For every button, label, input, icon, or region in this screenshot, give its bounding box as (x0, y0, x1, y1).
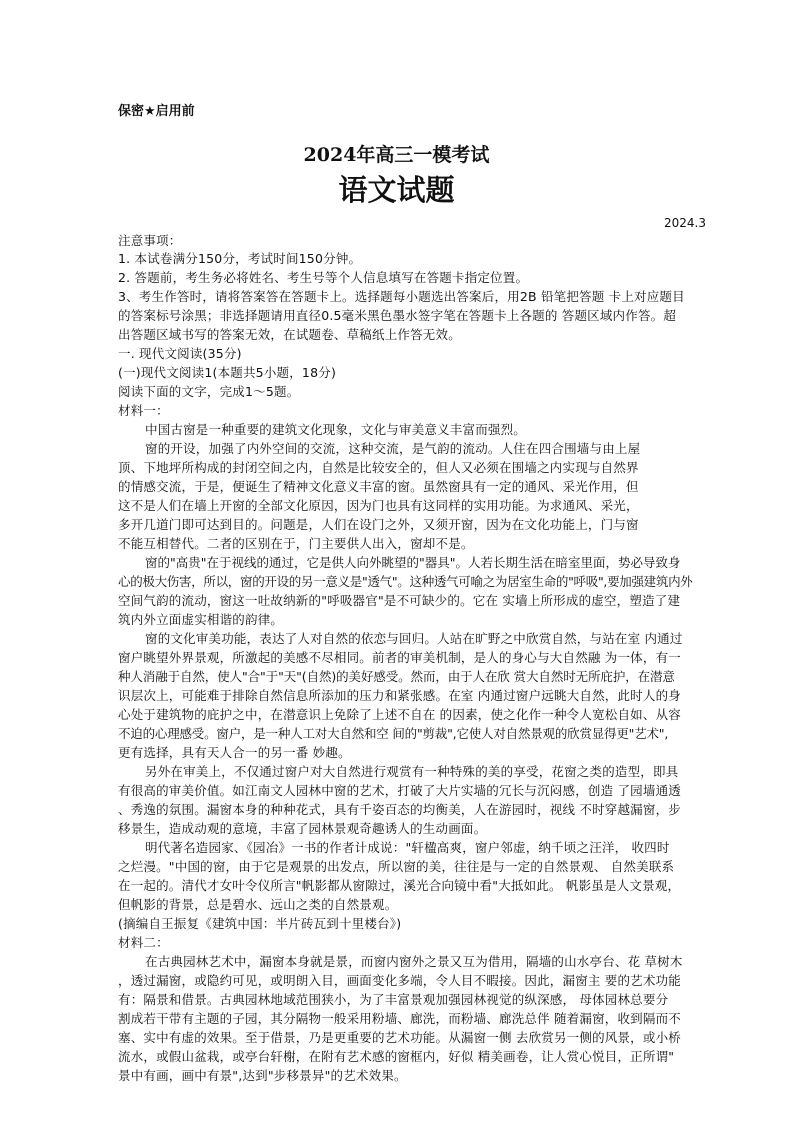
text-line: 中国古窗是一种重要的建筑文化现象，文化与审美意义丰富而强烈。 (145, 422, 527, 437)
text-line: 窗户眺望外界景观，所激起的美感不尽相同。前者的审美机制，是人的身心与大自然融 为一体，有一 (118, 650, 681, 665)
text-line: 更有选择，具有天人合一的另一番 妙趣。 (118, 745, 351, 760)
text-line: 明代著名造园家、《园冶》一书的作者计成说："轩楹高爽，窗户邻虚，纳千顷之汪洋， 收四时 (145, 840, 670, 855)
text-line: 另外在审美上，不仅通过窗户对大自然进行观赏有一种特殊的美的享受，花窗之类的造型，即具 (145, 764, 679, 779)
source-citation: (摘编自王振复《建筑中国：半片砖瓦到十里楼台》) (118, 916, 402, 931)
text-line: 流水，或假山盆栽，或亭台轩榭，在附有艺术感的窗框内，好似 精美画卷，让人赏心悦目，正所谓" (118, 1049, 675, 1064)
notice-item: 3、考生作答时，请将答案答在答题卡上。选择题每小题选出答案后，用2B 铅笔把答题 卡上对应题目 (118, 289, 685, 304)
text-line: 多开几道门即可达到目的。问题是，人们在设门之外，又须开窗，因为在文化功能上，门与窗 (118, 517, 639, 532)
text-line: 窗的"高贵"在于视线的通过，它是供人向外眺望的"器具"。人若长期生活在暗室里面，势必导致身 (145, 555, 681, 570)
text-line: 之烂漫。"中国的窗，由于它是观景的出发点，所以窗的美，往往是与一定的自然景观、 自然美联系 (118, 859, 675, 874)
text-line: 心处于建筑物的庇护之中，在潜意识上免除了上述不自在 的因素，使之化作一种令人宽松自如、从容 (118, 707, 681, 722)
text-line: 移景生，造成动观的意境，丰富了园林景观奇趣诱人的生动画面。 (118, 821, 487, 836)
subject-title: 语文试题 (338, 173, 455, 207)
notice-item: 1. 本试卷满分150分，考试时间150分钟。 (118, 251, 362, 266)
confidential-label: 保密★启用前 (118, 104, 195, 119)
text-line: 识层次上，可能难于排除自然信息所添加的压力和紧张感。在室 内通过窗户远眺大自然，此时人的身 (118, 688, 681, 703)
material-label: 材料二： (118, 935, 169, 950)
text-line: 空间气韵的流动，窗这一吐故纳新的"呼吸器官"是不可缺少的。它在 实墙上所形成的虚空，塑造了建 (118, 593, 681, 608)
text-line: 但帆影的背景，总是碧水、远山之类的自然景观。 (118, 897, 398, 912)
text-line: 在古典园林艺术中，漏窗本身就是景，而窗内窗外之景又互为借用，隔墙的山水亭台、花 草树木 (145, 954, 683, 969)
exam-date: 2024.3 (664, 216, 706, 230)
text-line: 塞、实中有虚的效果。至于借景，乃是更重要的艺术功能。从漏窗一侧 去欣赏另一侧的风景，或小桥 (118, 1030, 681, 1045)
material-label: 材料一： (118, 403, 169, 418)
text-line: 有：隔景和借景。古典园林地域范围狭小，为了丰富景观加强园林视觉的纵深感， 母体园林总要分 (118, 992, 669, 1007)
text-line: 筑内外立面虚实相谐的韵律。 (118, 612, 284, 627)
text-line: 种人消融于自然，使人"合"于"天"(自然)的美好感受。然而，由于人在欣 赏大自然时无所庇护，在潜意 (118, 669, 675, 684)
text-line: 割成若干带有主题的子园，其分隔物一般采用粉墙、廊洗，而粉墙、廊洗总伴 随着漏窗，收到隔而不 (118, 1011, 681, 1026)
text-line: 窗的开设，加强了内外空间的交流，这种交流，是气韵的流动。人住在四合围墙与由上屋 (145, 441, 641, 456)
instruction-line: 阅读下面的文字，完成1～5题。 (118, 384, 300, 399)
text-line: 这不是人们在墙上开窗的全部文化原因，因为门也具有这同样的实用功能。为求通风、采光， (118, 498, 639, 513)
notice-heading: 注意事项： (118, 233, 182, 248)
text-line: 的情感交流，于是，便诞生了精神文化意义丰富的窗。虽然窗具有一定的通风、采光作用，但 (118, 479, 639, 494)
text-line: 不迫的心理感受。窗户，是一种人工对大自然和空 间的"剪裁",它使人对自然景观的欣赏显得更"艺术", (118, 726, 669, 741)
text-line: 心的极大伤害，所以，窗的开设的另一意义是"透气"。这种透气可喻之为居室生命的"呼吸",要加强建筑内外 (118, 574, 693, 589)
text-line: 顶、下地坪所构成的封闭空间之内，自然是比较安全的，但人又必须在围墙之内实现与自然界 (118, 460, 639, 475)
text-line: 窗的文化审美功能，表达了人对自然的依恋与回归。人站在旷野之中欣赏自然，与站在室 内通过 (145, 631, 683, 646)
notice-item-cont: 的答案标号涂黑；非选择题请用直径0.5毫米黑色墨水签字笔在答题卡上各题的 答题区域内作答。超 (118, 308, 677, 323)
text-line: 、秀逸的氛围。漏窗本身的种种花式，具有千姿百态的均衡美，人在游园时，视线 不时穿越漏窗，步 (118, 802, 681, 817)
text-line: ，透过漏窗，或隐约可见，或明朗入目，画面变化多端，令人目不暇接。因此，漏窗主 要的艺术功能 (118, 973, 681, 988)
notice-item-cont: 出答题区域书写的答案无效，在试题卷、草稿纸上作答无效。 (118, 327, 461, 342)
subsection-heading: (一)现代文阅读1(本题共5小题，18分) (118, 365, 337, 380)
notice-item: 2. 答题前，考生务必将姓名、考生号等个人信息填写在答题卡指定位置。 (118, 270, 529, 285)
text-line: 景中有画，画中有景",达到"步移景异"的艺术效果。 (118, 1068, 407, 1083)
exam-title: 2024年高三一模考试 (303, 144, 490, 166)
text-line: 不能互相替代。二者的区别在于，门主要供人出入，窗却不是。 (118, 536, 474, 551)
text-line: 在一起的。清代才女叶令仪所言"帆影都从窗隙过，溪光合向镜中看"大抵如此。 帆影虽是人文景观， (118, 878, 681, 893)
section-heading: 一. 现代文阅读(35分) (118, 346, 242, 361)
text-line: 有很高的审美价值。如江南文人园林中窗的艺术，打破了大片实墙的冗长与沉闷感，创造 了园墙通透 (118, 783, 681, 798)
